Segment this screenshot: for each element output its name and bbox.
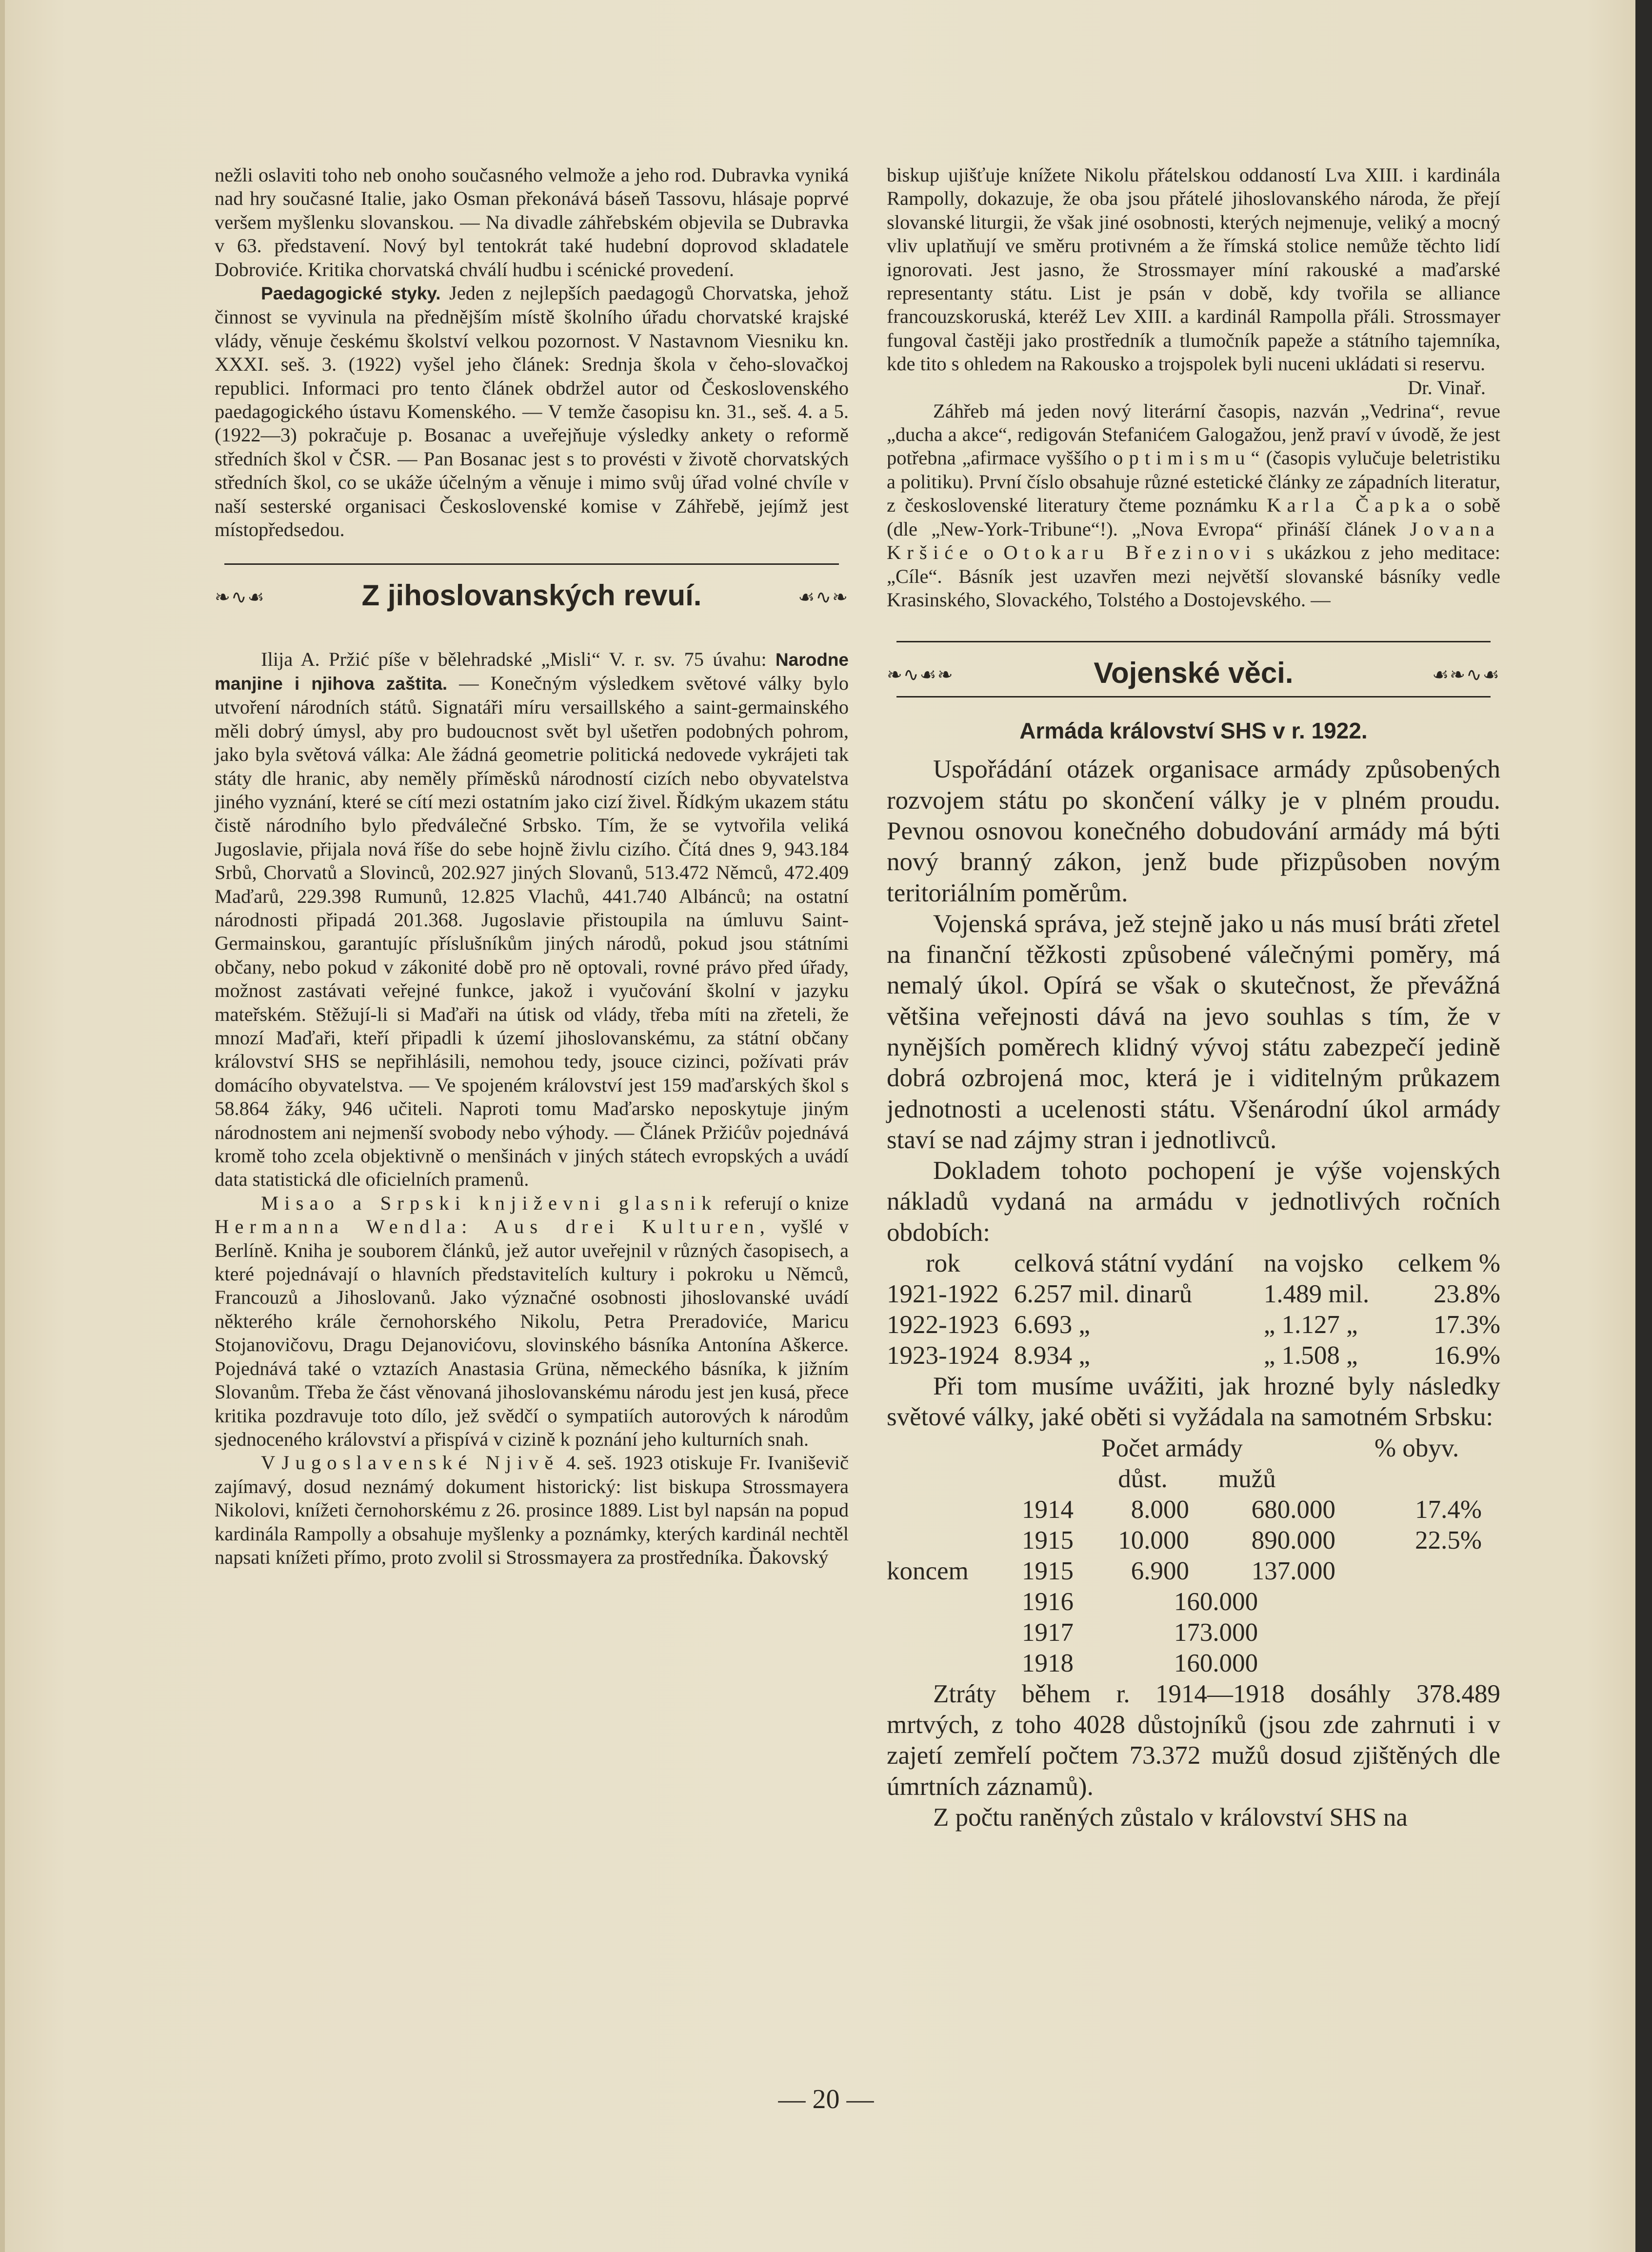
wendel-source: Misao a Srpski književni glasnik xyxy=(261,1192,717,1214)
ornament-right-icon: ☙∿❧ xyxy=(798,587,849,608)
vedrina-h: Otokaru Březinovi xyxy=(1003,541,1257,564)
table-row xyxy=(887,1340,1500,1371)
njiva-paragraph xyxy=(215,1451,849,1569)
cell: 1914 xyxy=(1022,1495,1074,1524)
header-total: celková státní vydání xyxy=(1014,1249,1234,1278)
cell: 6.693 „ xyxy=(1014,1311,1091,1339)
army-header-count: Počet armády xyxy=(1101,1434,1243,1462)
cell: 1915 xyxy=(1022,1556,1074,1585)
army-table xyxy=(887,1433,1482,1679)
cell: 23.8% xyxy=(1433,1280,1500,1309)
wendel-mid: referují o knize xyxy=(717,1192,849,1214)
m4-paragraph: Při tom musíme uvážiti, jak hrozné byly následky světové války, jaké oběti si vyžádala na samotném Srbsku: xyxy=(887,1372,1500,1432)
cell: 8.934 „ xyxy=(1014,1341,1091,1370)
cell: 1917 xyxy=(1022,1618,1074,1647)
vedrina-d: Karla Čapka xyxy=(1267,494,1436,517)
army-subheader-row xyxy=(887,1464,1482,1495)
header-army: na vojsko xyxy=(1263,1249,1364,1278)
pedagogy-label: Paedagogické styky. xyxy=(261,283,441,304)
przic-title: Narodne manjine i njihova zaštita. xyxy=(215,649,849,694)
njiva-prefix: V xyxy=(261,1452,282,1474)
revues-text xyxy=(215,648,849,1570)
section-heading-revues xyxy=(215,565,849,618)
army-header-percent: % obyv. xyxy=(1374,1434,1459,1462)
cell: „ 1.508 „ xyxy=(1263,1341,1358,1370)
military-text-2 xyxy=(887,1371,1500,1433)
cell: 137.000 xyxy=(1251,1556,1335,1585)
wendel-paragraph xyxy=(215,1192,849,1451)
table-row xyxy=(887,1310,1500,1340)
vedrina-e: o sobě (dle „New-York-Tribune“!). „Nova Evropa“ přináší článek xyxy=(887,494,1501,540)
cell: 6.257 mil. dinarů xyxy=(1014,1280,1193,1309)
scan-right-edge xyxy=(1635,0,1652,2252)
table-row xyxy=(887,1525,1482,1556)
budget-table xyxy=(887,1248,1500,1371)
cell: 17.3% xyxy=(1433,1311,1500,1339)
table-row xyxy=(887,1648,1482,1679)
njiva-title: Jugoslavenské Njivě xyxy=(281,1452,559,1474)
cell: 6.900 xyxy=(1131,1556,1189,1585)
vedrina-f: Jovana Kršiće xyxy=(887,518,1500,564)
table-row xyxy=(887,1587,1482,1617)
m2-paragraph: Vojenská správa, jež stejně jako u nás musí bráti zřetel na finanční těžkosti způsobené válečnými poměry, má nemalý úkol. Opírá se však o skutečnost, že převážná většina veřejnosti dává na jevo souhlas s tím, že v nynějších poměrech klidný vývoj státu zabezpečí jedině dobrá ozbrojená moc, která je i viditelným průkazem jednotnosti a ucelenosti státu. Všenárodní úkol armády staví se nad zájmy stran i jednotlivců. xyxy=(887,909,1500,1154)
przic-body: — Konečným výsledkem světové války bylo utvoření národních států. Signatáři míru versaillského a saint-germainského měli dobrý úmysl, aby pro budoucnost svět byl ušetřen podobných pohrom, jako byla světová válka: Ale žádná geometrie politická nedovede vykrájeti tak státy dle hranic, aby neměly příměsků národností cizích nebo obyvatelstva jiného vyznání, které se cítí mezi ostatním jako cizí živel. Řídkým ukazem státu čistě národního bylo předválečné Srbsko. Tím, že se vytvořila veliká Jugoslavie, přijala nová říše do sebe hojně živlu cizího. Čítá dnes 9, 943.184 Srbů, Chorvatů a Slovinců, 202.927 jiných Slovanů, 513.472 Němců, 472.409 Maďarů, 229.398 Rumunů, 12.825 Vlachů, 441.740 Albánců; na ostatní národnosti připadá 201.368. Jugoslavie přistoupila na úmluvu Saint-Germainskou, garantujíc příslušníkům jiných národů, pokud jsou státními občany, nebo pokud v zákonité době pro ně optovali, rovné právo před úřady, možnost zastávati veřejné funkce, jakož i vyučování školní v jazyku mateřském. Stěžují-li si Maďaři na útisk od vlády, třeba míti na zřeteli, že mnozí Maďaři, kteří připadli k území jihoslovanskému, za státní občany království SHS se nepřihlásili, nemohou tedy, jsouce cizinci, požívati práv domácího obyvatelstva. — Ve spojeném království jest 159 maďarských škol s 58.864 žáky, 946 učiteli. Naproti tomu Maďarsko neposkytuje jiným národnostem ani nejmenší svobody nebo výhody. — Článek Pržićův pojednává kromě toho zcela objektivně o menšinách v jiných státech evropských a uvádí data statistická dle oficielních pramenů. xyxy=(215,672,849,1191)
cell: 8.000 xyxy=(1131,1495,1189,1524)
table-row xyxy=(887,1279,1500,1310)
table-row xyxy=(887,1556,1482,1587)
left-column xyxy=(215,163,849,1569)
scan-left-edge xyxy=(0,0,5,2252)
table-row xyxy=(887,1617,1482,1648)
cell: 17.4% xyxy=(1415,1495,1482,1524)
cell: 22.5% xyxy=(1415,1526,1482,1554)
njiva-body: 4. seš. 1923 otiskuje Fr. Ivaniševič zajímavý, dosud neznámý dokument historický: list biskupa Strossmayera Nikolovi, knížeti černohorskému z 26. prosince 1889. List byl napsán na popud kardinála Rampolly a obsahuje myšlenky a poznámky, kterých kardinál nechtěl napsati knížeti přímo, proto zvolil si Strossmayera za prostředníka. Ďakovský xyxy=(215,1452,849,1568)
military-subtitle: Armáda království SHS v r. 1922. xyxy=(1019,718,1368,744)
cell: 1923-1924 xyxy=(887,1341,999,1370)
cell: 160.000 xyxy=(1174,1649,1258,1677)
header-year: rok xyxy=(926,1249,960,1278)
ornament-left-icon: ❧∿☙❧ xyxy=(887,665,954,686)
cell: 1915 xyxy=(1022,1526,1074,1554)
cell: 10.000 xyxy=(1118,1526,1189,1554)
cell: 173.000 xyxy=(1174,1618,1258,1647)
vedrina-a: Záhřeb má jeden nový literární časopis, nazván „Vedrina“, revue „ducha a akce“, redigován Stefanićem Galogažou, jenž praví v úvodě, že jest potřebna „afirmace vyššího xyxy=(887,399,1500,469)
cell: 1921-1922 xyxy=(887,1280,999,1309)
przic-paragraph xyxy=(215,648,849,1192)
vedrina-b: optimismu xyxy=(1113,447,1251,469)
cell: 1918 xyxy=(1022,1649,1074,1677)
page-number: — 20 — xyxy=(778,2084,874,2114)
right-column xyxy=(887,163,1500,1833)
cell: 160.000 xyxy=(1174,1587,1258,1616)
strossmayer-paragraph: biskup ujišťuje knížete Nikolu přátelskou oddaností Lva XIII. i kardinála Rampolly, dokazuje, že oba jsou přátelé jihoslovanského národa, že přejí slovanské liturgii, že však jiné osobnosti, kterých nejmenuje, veliký a mocný vliv uplatňují ve směru protivném a že římská stolice nemůže těchto lidí ignorovati. Jest jasno, že Strossmayer míní rakouské a maďarské representanty státu. List je psán v době, kdy tvořila se alliance francouzskoruská, kteréž Lev XIII. a kardinál Rampolla přáli. Strossmayer fungoval častěji jako prostředník a tlumočník papeže a státního tajemníka, kde tito s ohledem na Rakousko a trojspolek byli nuceni ukládati si reservu. xyxy=(887,164,1500,375)
m3-paragraph: Dokladem tohoto pochopení je výše vojenských nákladů vydaná na armádu v jednotlivých ročních obdobích: xyxy=(887,1156,1500,1247)
cell: 680.000 xyxy=(1251,1495,1335,1524)
cell: 1922-1923 xyxy=(887,1311,999,1339)
wendel-book: Hermanna Wendla: Aus drei Kulturen xyxy=(215,1216,760,1238)
table-header-row xyxy=(887,1248,1500,1279)
army-header-men: mužů xyxy=(1218,1464,1276,1493)
army-header-officers: důst. xyxy=(1118,1464,1168,1493)
table-row xyxy=(887,1495,1482,1525)
cell xyxy=(887,1495,999,1525)
header-percent: celkem % xyxy=(1397,1249,1500,1278)
m1-paragraph: Uspořádání otázek organisace armády způsobených rozvojem státu po skončení války je v plném proudu. Pevnou osnovou konečného dobudování armády má býti nový branný zákon, jenž bude přizpůsoben novým teritoriálním poměrům. xyxy=(887,755,1500,907)
cell: „ 1.127 „ xyxy=(1263,1311,1358,1339)
wendel-body: , vyšlé v Berlíně. Kniha je souborem článků, jež autor uveřejnil v různých časopisech, a které pojednávají o hlavních představitelích kultury i pokroku u Němců, Francouzů a Jihoslovanů. Jako význačné osobnosti jihoslovanské uvádí některého krále černohorského Nikolu, Petra Preradoviće, Maricu Stojanovičovu, Dragu Dejanovićovu, slovinského básníka Antonína Aškerce. Pojednává také o vztazích Anastasia Grüna, německého básníka, k jižním Slovanům. Třeba že část věnovaná jihoslovanskému národu jest jen kusá, přece kritika pozdravuje toto dílo, jež svědčí o sympatiích autorových k národům sjednoceného království a přispívá v cizině k poznání jeho kulturních snah. xyxy=(215,1216,849,1450)
left-top-text xyxy=(215,163,849,542)
ornament-left-icon: ❧∿☙ xyxy=(215,587,265,608)
cell xyxy=(887,1525,999,1556)
military-text-3 xyxy=(887,1679,1500,1833)
m5-paragraph: Ztráty během r. 1914—1918 dosáhly 378.489 mrtvých, z toho 4028 důstojníků (jsou zde zahrnuti i v zajetí zemřelí počtem 73.372 mužů dosud zjištěných dle úmrtních záznamů). xyxy=(887,1679,1500,1801)
cell: 890.000 xyxy=(1251,1526,1335,1554)
army-header-row xyxy=(887,1433,1482,1464)
m6-paragraph: Z počtu raněných zůstalo v království SHS na xyxy=(933,1803,1408,1832)
vedrina-g: o xyxy=(974,541,1004,564)
zahreb-text xyxy=(887,399,1500,612)
cell xyxy=(1335,1556,1482,1587)
right-top-text xyxy=(887,163,1500,376)
pedagogy-text: Jeden z nejlepších paedagogů Chorvatska, jehož činnost se vyvinula na přednějším místě školního úřadu chorvatské krajské vlády, věnuje českému školství velkou pozornost. V Nastavnom Viesniku kn. XXXI. seš. 3. (1922) vyšel jeho článek: Srednja škola v čeho-slovačkoj republici. Informaci pro tento článek obdržel autor od Československého paedagogického ústavu Komenského. — V temže časopisu kn. 31., seš. 4. a 5. (1922—3) pokračuje p. Bosanac a uveřejňuje výsledky ankety o reformě středních škol v ČSR. — Pan Bosanac jest s to provésti v životě chorvatských středních škol, co se ukáže účelným a věnuje i mimo svůj úřad volné chvíle v naší sesterské organisaci Československé komise v Záhřebě, jejímž jest místopředsedou. xyxy=(215,282,849,541)
cell: 1916 xyxy=(1022,1587,1074,1616)
cell: 16.9% xyxy=(1433,1341,1500,1370)
section-heading-military xyxy=(887,642,1500,696)
heading-military: Vojenské věci. xyxy=(1094,657,1294,690)
intro-paragraph: nežli oslaviti toho neb onoho současného velmože a jeho rod. Dubravka vyniká nad hry současné Italie, jako Osman překonává báseň Tassovu, hlásaje poprvé veršem myšlenku slovanskou. — Na divadle záhřebském objevila se Dubravka v 63. představení. Nový byl tentokrát také hudební doprovod skladatele Dobroviće. Kritika chorvatská chválí hudbu i scénické provedení. xyxy=(215,164,849,280)
vedrina-c: “ (časopis vylučuje beletristiku a politiku). První číslo obsahuje různé estetické články ze západních literatur, z československé literatury čteme poznámku xyxy=(887,447,1500,517)
ornament-right-icon: ☙❧∿☙ xyxy=(1432,665,1500,686)
heading-revues: Z jihoslovanských revuí. xyxy=(361,578,702,612)
przic-intro: Ilija A. Pržić píše v bělehradské „Misli“ V. r. sv. 75 úvahu: xyxy=(261,648,776,670)
pedagogy-paragraph xyxy=(215,281,849,541)
signature: Dr. Vinař. xyxy=(1408,376,1486,399)
vedrina-paragraph xyxy=(887,399,1500,612)
cell: koncem xyxy=(887,1556,969,1585)
military-text xyxy=(887,754,1500,1248)
vedrina-i: s ukázkou z jeho meditace: „Cíle“. Básník jest uzavřen mezi největší slovanské básníky vedle Krasinského, Slovackého, Tolstého a Dostojevského. — xyxy=(887,541,1501,611)
cell: 1.489 mil. xyxy=(1263,1280,1370,1309)
